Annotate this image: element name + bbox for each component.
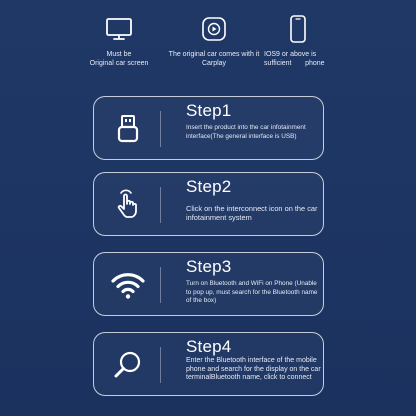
step-card-2 bbox=[93, 172, 324, 236]
card-divider bbox=[160, 187, 161, 223]
step-description: Click on the interconnect icon on the car infotainment system bbox=[186, 204, 318, 223]
requirement-text-line2: sufficient phone bbox=[264, 60, 325, 67]
step-description: Insert the product into the car infotainment interface(The general interface is USB) bbox=[186, 124, 306, 140]
step-title: Step1 bbox=[186, 101, 232, 120]
card-divider bbox=[160, 347, 161, 383]
step-title: Step3 bbox=[186, 257, 232, 276]
step-title: Step2 bbox=[186, 177, 232, 196]
requirement-ios-phone bbox=[258, 12, 338, 68]
phone-icon bbox=[258, 12, 338, 46]
requirement-text-line2: Original car screen bbox=[89, 60, 149, 67]
requirement-carplay bbox=[162, 12, 266, 68]
step-title: Step4 bbox=[186, 337, 232, 356]
requirement-text-line2: Carplay bbox=[201, 60, 227, 67]
step-card-3 bbox=[93, 252, 324, 316]
step-description: Turn on Bluetooth and WiFi on Phone (Unable to pop up, must search for the Bluetooth name of the box) bbox=[186, 280, 318, 305]
usb-icon bbox=[108, 109, 148, 149]
wifi-icon bbox=[108, 265, 148, 305]
requirement-text-line1: IOS9 or above is bbox=[264, 51, 317, 58]
step-description: Enter the Bluetooth interface of the mobile phone and search for the display on the car terminalBluetooth name, click to connect bbox=[186, 357, 321, 382]
requirements-row bbox=[0, 0, 416, 80]
step-card-4 bbox=[93, 332, 324, 396]
step-card-1 bbox=[93, 96, 324, 160]
requirement-original-screen bbox=[84, 12, 154, 68]
monitor-icon bbox=[84, 12, 154, 46]
requirement-text-line1: Must be bbox=[106, 51, 132, 58]
card-divider bbox=[160, 111, 161, 147]
card-divider bbox=[160, 267, 161, 303]
tap-hand-icon bbox=[108, 185, 148, 225]
carplay-icon bbox=[162, 12, 266, 46]
requirement-text-line1: The original car comes with it bbox=[168, 51, 260, 58]
search-icon bbox=[108, 345, 148, 385]
